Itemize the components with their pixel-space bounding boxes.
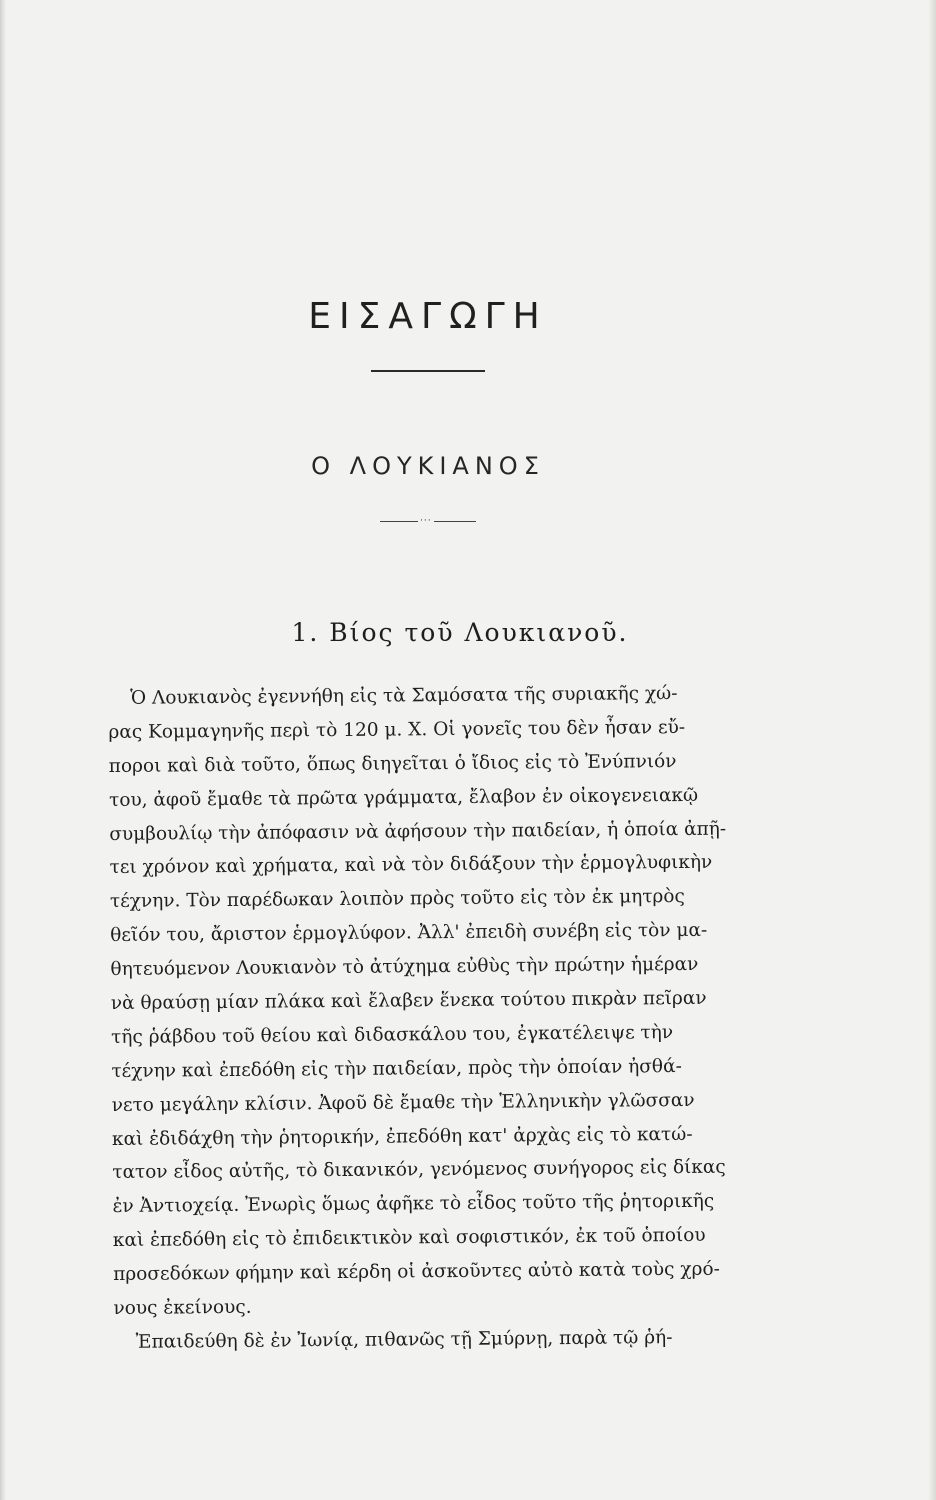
text-line: νὰ θραύσῃ μίαν πλάκα καὶ ἔλαβεν ἕνεκα τούτου πικρὰν πεῖραν: [110, 987, 707, 1015]
page-edge-left: [0, 0, 6, 1500]
text-line: συμβουλίῳ τὴν ἀπόφασιν νὰ ἀφήσουν τὴν παιδείαν, ἡ ὁποία ἀπῇ-: [109, 818, 727, 845]
text-line: τέχνην. Τὸν παρέδωκαν λοιπὸν πρὸς τοῦτο εἰς τὸν ἐκ μητρὸς: [109, 886, 685, 913]
page-edge-right: [928, 0, 936, 1500]
ornament-dots: ···: [420, 516, 432, 526]
text-line: τατον εἶδος αὐτῆς, τὸ δικανικόν, γενόμενος συνήγορος εἰς δίκας: [112, 1157, 726, 1184]
text-line: τέχνην καὶ ἐπεδόθη εἰς τὴν παιδείαν, πρὸς τὴν ὁποίαν ἠσθά-: [111, 1055, 682, 1082]
chapter-heading: ΕΙΣΑΓΩΓΗ: [308, 296, 548, 337]
text-line: ἐν Ἀντιοχείᾳ. Ἐνωρὶς ὅμως ἀφῆκε τὸ εἶδος τοῦτο τῆς ῥητορικῆς: [112, 1191, 715, 1218]
text-line: θητευόμενον Λουκιανὸν τὸ ἀτύχημα εὐθὺς τὴν πρώτην ἡμέραν: [110, 953, 699, 981]
text-line: τῆς ῥάβδου τοῦ θείου καὶ διδασκάλου του, ἐγκατέλειψε τὴν: [111, 1021, 674, 1048]
text-line: καὶ ἐπεδόθη εἰς τὸ ἐπιδεικτικὸν καὶ σοφιστικόν, ἐκ τοῦ ὁποίου: [112, 1225, 706, 1252]
ornament-rule: [380, 516, 476, 526]
text-line: προσεδόκων φήμην καὶ κέρδη οἱ ἀσκοῦντες αὐτὸ κατὰ τοὺς χρό-: [113, 1258, 720, 1286]
subheading: Ο ΛΟΥΚΙΑΝΟΣ: [311, 452, 545, 480]
text-line: του, ἀφοῦ ἔμαθε τὰ πρῶτα γράμματα, ἔλαβον ἐν οἰκογενειακῷ: [108, 784, 699, 811]
text-line: τει χρόνον καὶ χρήματα, καὶ νὰ τὸν διδάξουν τὴν ἑρμογλυφικὴν: [109, 852, 713, 879]
text-line: νους ἐκείνους.: [113, 1296, 252, 1320]
body-paragraphs: [108, 676, 794, 1360]
text-line: Ἐπαιδεύθη δὲ ἐν Ἰωνίᾳ, πιθανῶς τῇ Σμύρνῃ, παρὰ τῷ ῥή-: [135, 1327, 673, 1353]
section-title: 1. Βίος τοῦ Λουκιανοῦ.: [291, 618, 629, 647]
text-line: καὶ ἐδιδάχθη τὴν ῥητορικήν, ἐπεδόθη κατ' ἀρχὰς εἰς τὸ κατώ-: [111, 1123, 693, 1150]
text-line: ποροι καὶ διὰ τοῦτο, ὅπως διηγεῖται ὁ ἴδιος εἰς τὸ Ἐνύπνιόν: [108, 750, 677, 777]
heading-rule: [371, 370, 485, 372]
text-line: νετο μεγάλην κλίσιν. Ἀφοῦ δὲ ἔμαθε τὴν Ἑλληνικὴν γλῶσσαν: [111, 1089, 695, 1116]
text-line: Ὁ Λουκιανὸς ἐγεννήθη εἰς τὰ Σαμόσατα τῆς συριακῆς χώ-: [130, 683, 678, 709]
text-line: ρας Κομμαγηνῆς περὶ τὸ 120 μ. Χ. Οἱ γονεῖς του δὲν ἦσαν εὔ-: [108, 716, 686, 743]
text-line: θεῖόν του, ἄριστον ἑρμογλύφον. Ἀλλ' ἐπειδὴ συνέβη εἰς τὸν μα-: [110, 920, 708, 947]
